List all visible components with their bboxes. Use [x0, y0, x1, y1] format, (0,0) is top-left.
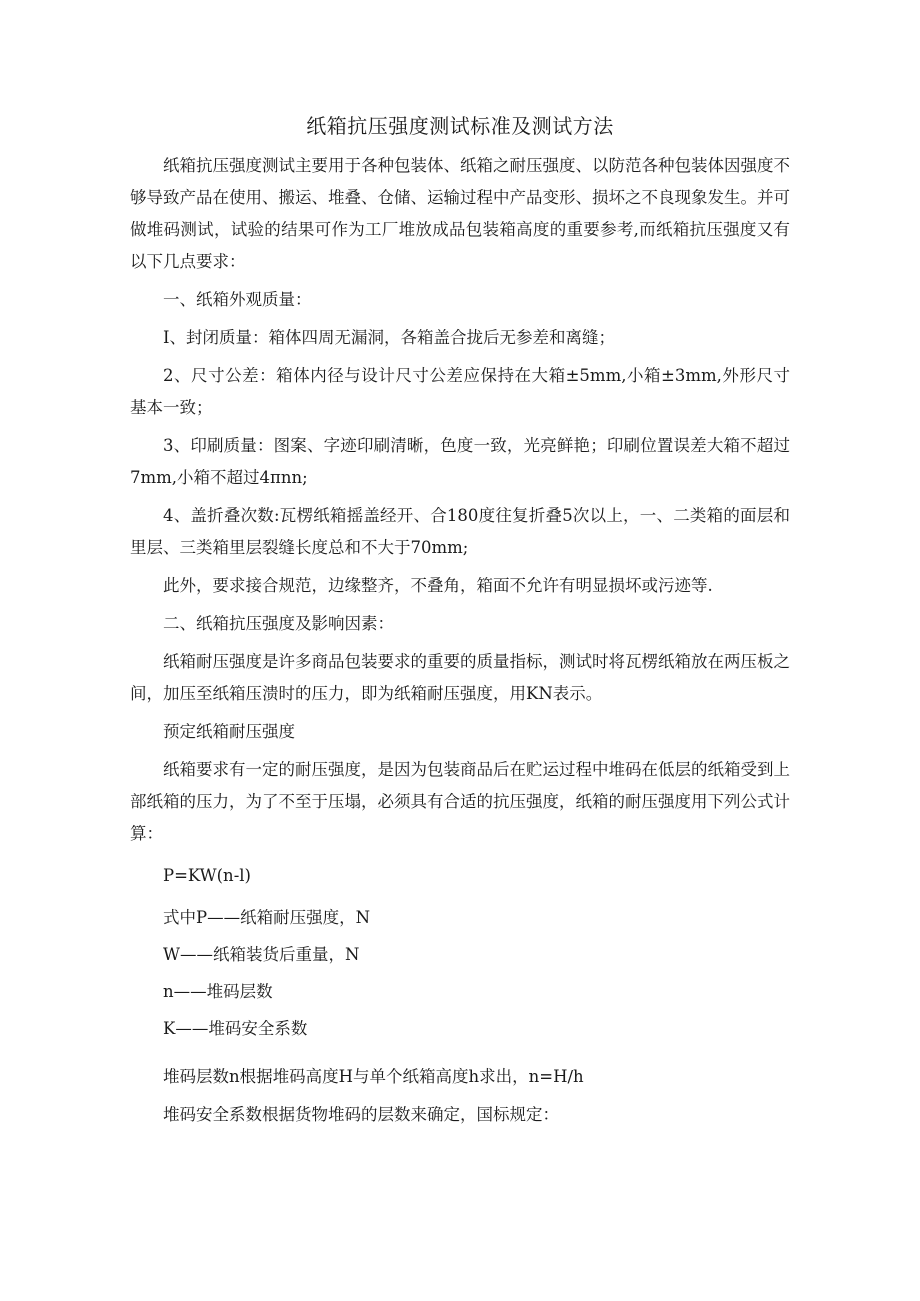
paragraph-layers: 堆码层数n根据堆码高度H与单个纸箱高度h求出，n=H∕h	[163, 1067, 584, 1086]
definition-w: W——纸箱装货后重量，N	[163, 945, 360, 964]
list-item-printing: 3、印刷质量：图案、字迹印刷清晰，色度一致，光亮鲜艳；印刷位置误差大箱不超过7mm,小箱不超过4πnn;	[130, 436, 790, 487]
paragraph-strength-calc: 纸箱要求有一定的耐压强度，是因为包装商品后在贮运过程中堆码在低层的纸箱受到上部纸箱的压力，为了不至于压塌，必须具有合适的抗压强度，纸箱的耐压强度用下列公式计算：	[130, 760, 790, 843]
document-body	[130, 150, 790, 1137]
list-item-folding: 4、盖折叠次数:瓦楞纸箱摇盖经开、合180度往复折叠5次以上，一、二类箱的面层和里层、三类箱里层裂缝长度总和不大于70mm;	[130, 506, 790, 557]
section-heading-appearance: 一、纸箱外观质量：	[163, 290, 312, 309]
definition-n: n——堆码层数	[163, 982, 273, 1001]
paragraph-safety-factor: 堆码安全系数根据货物堆码的层数来确定，国标规定：	[163, 1105, 559, 1124]
list-item-tolerance: 2、尺寸公差：箱体内径与设计尺寸公差应保持在大箱±5mm,小箱±3mm,外形尺寸基本一致；	[130, 366, 790, 417]
document-title: 纸箱抗压强度测试标准及测试方法	[306, 114, 614, 138]
definition-p: 式中P——纸箱耐压强度，N	[163, 908, 371, 927]
definition-k: K——堆码安全系数	[163, 1019, 308, 1038]
paragraph-additional: 此外，要求接合规范，边缘整齐，不叠角，箱面不允许有明显损坏或污迹等.	[163, 576, 713, 595]
formula: P=KW(n-l)	[163, 866, 251, 885]
subheading-predetermined: 预定纸箱耐压强度	[163, 722, 295, 741]
paragraph-strength-definition: 纸箱耐压强度是许多商品包装要求的重要的质量指标，测试时将瓦楞纸箱放在两压板之间，加压至纸箱压溃时的压力，即为纸箱耐压强度，用KN表示。	[130, 652, 790, 703]
paragraph-intro: 纸箱抗压强度测试主要用于各种包装体、纸箱之耐压强度、以防范各种包装体因强度不够导致产品在使用、搬运、堆叠、仓储、运输过程中产品变形、损坏之不良现象发生。并可做堆码测试，试验的结果可作为工厂堆放成品包装箱高度的重要参考,而纸箱抗压强度又有以下几点要求：	[130, 156, 790, 271]
section-heading-strength: 二、纸箱抗压强度及影响因素：	[163, 614, 394, 633]
list-item-sealing: I、封闭质量：箱体四周无漏洞，各箱盖合拢后无参差和离缝；	[163, 328, 616, 347]
